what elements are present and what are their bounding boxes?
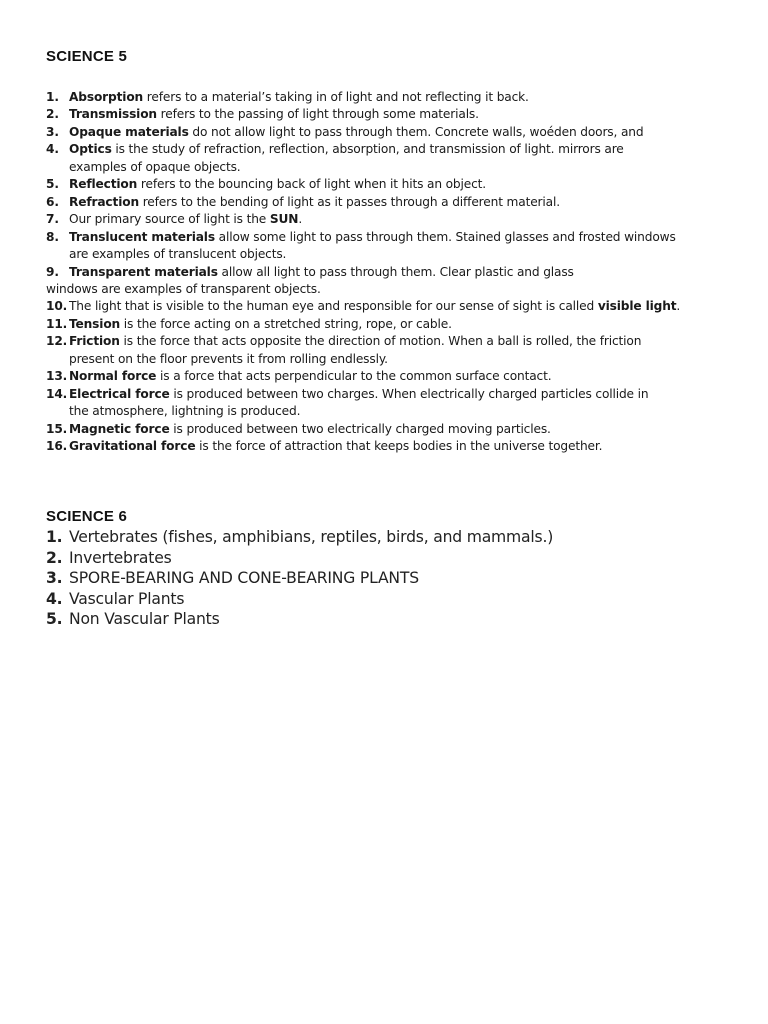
- science-5-item: [46, 386, 736, 421]
- science-5-item: [46, 438, 736, 455]
- item-term: Normal force: [69, 369, 157, 384]
- item-text: Vertebrates (fishes, amphibians, reptiles, birds, and mammals.): [69, 528, 554, 546]
- science-5-item: [46, 194, 736, 211]
- item-text: is produced between two charges. When electrically charged particles collide in: [169, 386, 649, 401]
- science-5-item: [46, 264, 736, 299]
- science-5-heading: SCIENCE 5: [46, 48, 127, 65]
- item-term: Absorption: [69, 90, 144, 104]
- item-number: 10.: [46, 299, 68, 314]
- science-6-item: [46, 589, 726, 610]
- science-6-item: [46, 548, 726, 569]
- item-text-end: .: [676, 299, 681, 314]
- item-number: 3.: [46, 569, 63, 588]
- item-number: 14.: [46, 386, 68, 401]
- item-term: Refraction: [69, 194, 139, 209]
- item-number: 15.: [46, 421, 68, 436]
- item-text: refers to the bouncing back of light when it hits an object.: [137, 177, 487, 192]
- item-text: is a force that acts perpendicular to the common surface contact.: [156, 369, 552, 384]
- science-6-item: [46, 527, 726, 548]
- item-text: do not allow light to pass through them. Concrete walls, woéden doors, and: [188, 124, 644, 139]
- science-6-answer-list: [46, 527, 726, 630]
- item-text: Vascular Plants: [69, 589, 185, 608]
- item-number: 5.: [46, 177, 59, 192]
- science-5-item: [46, 124, 736, 141]
- item-number: 7.: [46, 212, 59, 227]
- science-5-item: [46, 106, 736, 123]
- item-text: refers to the passing of light through some materials.: [156, 107, 479, 122]
- item-number: 1.: [46, 528, 63, 546]
- science-5-item: [46, 368, 736, 385]
- item-term: Transparent materials: [69, 264, 218, 279]
- item-number: 11.: [46, 316, 68, 331]
- item-term: Magnetic force: [69, 421, 170, 436]
- item-number: 16.: [46, 439, 68, 454]
- item-term: SUN: [269, 212, 299, 227]
- item-text: Non Vascular Plants: [69, 610, 220, 629]
- science-5-item: [46, 421, 736, 438]
- science-6-item: [46, 568, 726, 589]
- item-text: Invertebrates: [69, 548, 172, 567]
- item-term: visible light: [597, 299, 677, 314]
- item-text: Our primary source of light is the: [69, 212, 270, 227]
- item-continuation: present on the floor prevents it from rolling endlessly.: [69, 351, 388, 366]
- item-term: Friction: [69, 334, 120, 349]
- item-number: 2.: [46, 107, 59, 122]
- science-5-item: [46, 316, 736, 333]
- item-number: 9.: [46, 264, 59, 279]
- item-continuation: examples of opaque objects.: [69, 159, 241, 174]
- item-continuation: are examples of translucent objects.: [69, 247, 287, 262]
- item-term: Reflection: [69, 177, 138, 192]
- item-term: Tension: [69, 316, 121, 331]
- item-term: Optics: [69, 142, 112, 157]
- item-text: is the force of attraction that keeps bodies in the universe together.: [195, 439, 603, 454]
- item-term: Translucent materials: [69, 229, 215, 244]
- item-term: Opaque materials: [69, 124, 189, 139]
- science-5-item: [46, 89, 736, 106]
- science-5-item: [46, 141, 736, 176]
- item-number: 8.: [46, 229, 59, 244]
- item-text: SPORE-BEARING AND CONE-BEARING PLANTS: [69, 569, 419, 588]
- science-5-item: [46, 298, 736, 315]
- item-text: is the force acting on a stretched string, rope, or cable.: [120, 316, 452, 331]
- item-number: 1.: [46, 90, 59, 104]
- item-term: Electrical force: [69, 386, 170, 401]
- science-5-item: [46, 333, 736, 368]
- item-text: The light that is visible to the human eye and responsible for our sense of sight is called: [69, 299, 598, 314]
- science-6-item: [46, 609, 726, 630]
- item-number: 3.: [46, 124, 59, 139]
- item-number: 4.: [46, 589, 63, 608]
- item-text: is the force that acts opposite the direction of motion. When a ball is rolled, the friction: [119, 334, 642, 349]
- item-text: is the study of refraction, reflection, absorption, and transmission of light. mirrors are: [111, 142, 624, 157]
- item-term: Gravitational force: [69, 439, 196, 454]
- science-5-item: [46, 211, 736, 228]
- science-5-item: [46, 176, 736, 193]
- item-number: 5.: [46, 610, 63, 629]
- item-number: 12.: [46, 334, 68, 349]
- science-6-heading: SCIENCE 6: [46, 508, 127, 525]
- item-continuation: the atmosphere, lightning is produced.: [69, 404, 301, 419]
- item-continuation: windows are examples of transparent objects.: [46, 281, 321, 296]
- science-5-answer-list: [46, 89, 736, 456]
- item-text-end: .: [298, 212, 303, 227]
- item-number: 6.: [46, 194, 59, 209]
- item-text: allow all light to pass through them. Clear plastic and glass: [217, 264, 574, 279]
- item-number: 4.: [46, 142, 59, 157]
- item-number: 13.: [46, 369, 68, 384]
- item-number: 2.: [46, 548, 63, 567]
- item-text: allow some light to pass through them. Stained glasses and frosted windows: [214, 229, 676, 244]
- science-5-item: [46, 229, 736, 264]
- item-text: is produced between two electrically charged moving particles.: [169, 421, 551, 436]
- item-text: refers to a material’s taking in of light and not reflecting it back.: [143, 90, 529, 104]
- item-term: Transmission: [69, 107, 157, 122]
- item-text: refers to the bending of light as it passes through a different material.: [138, 194, 560, 209]
